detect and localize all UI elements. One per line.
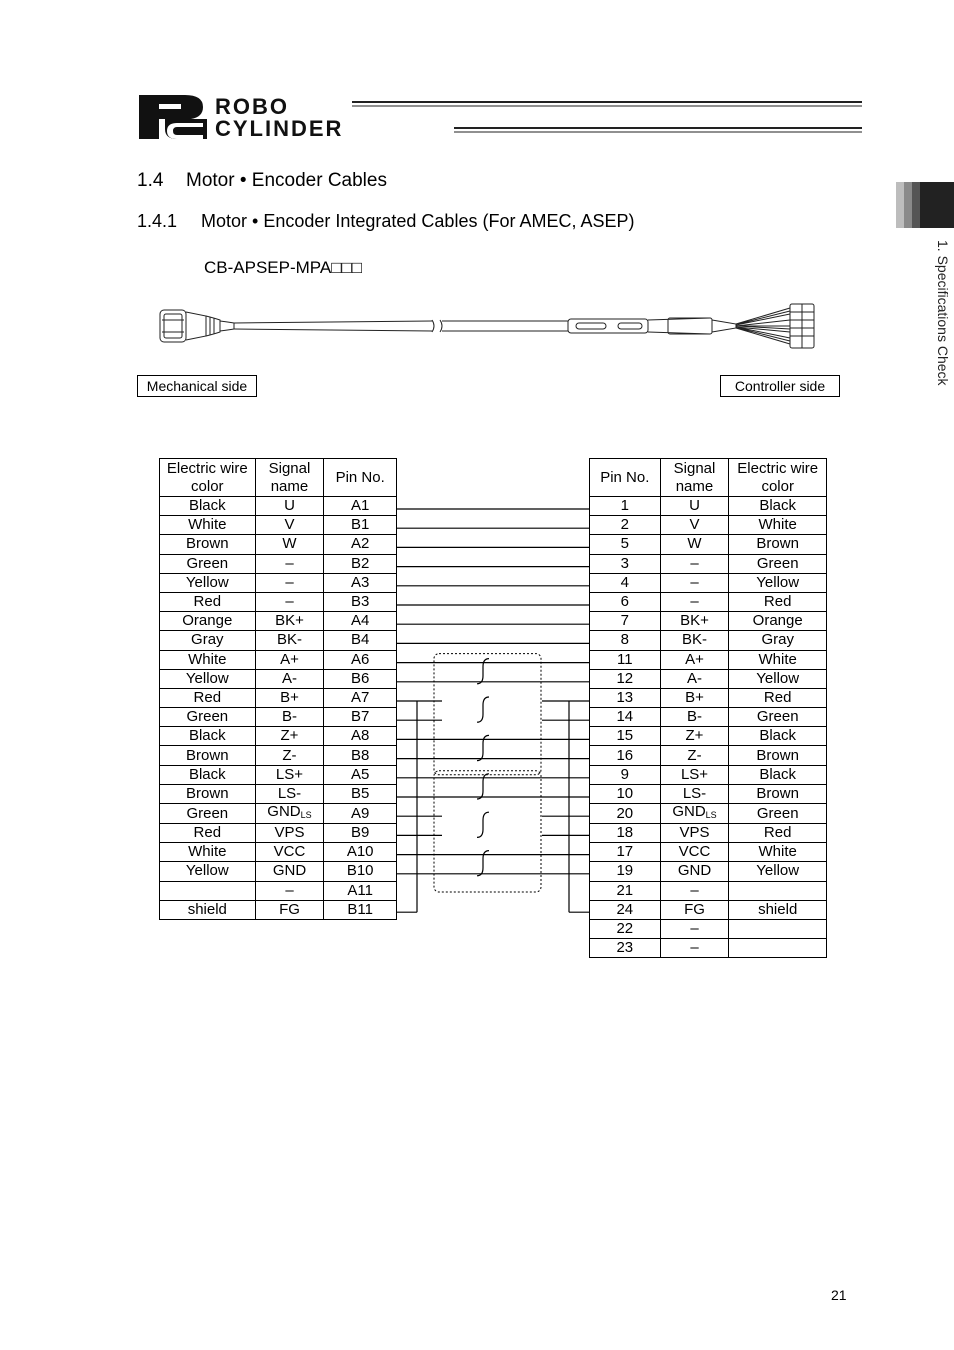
table-row xyxy=(590,708,827,727)
table-cell: Brown xyxy=(160,746,256,765)
table-row xyxy=(590,592,827,611)
table-cell: LS+ xyxy=(660,765,729,784)
table-row xyxy=(590,804,827,824)
section-number: 1.4 xyxy=(137,170,164,191)
table-cell: – xyxy=(660,554,729,573)
table-cell: Yellow xyxy=(160,573,256,592)
table-cell: B4 xyxy=(324,631,397,650)
table-cell: 9 xyxy=(590,765,661,784)
table-cell: B5 xyxy=(324,784,397,803)
table-row xyxy=(590,824,827,843)
table-cell: VPS xyxy=(255,824,324,843)
table-cell: 3 xyxy=(590,554,661,573)
table-cell: V xyxy=(255,516,324,535)
table-row xyxy=(590,784,827,803)
table-row xyxy=(590,535,827,554)
table-cell: BK- xyxy=(660,631,729,650)
table-cell: BK+ xyxy=(255,612,324,631)
table-row xyxy=(160,746,397,765)
column-header: Electric wire color xyxy=(729,459,827,497)
table-row xyxy=(160,900,397,919)
table-cell: A1 xyxy=(324,497,397,516)
table-header-row xyxy=(160,459,397,497)
table-cell: 2 xyxy=(590,516,661,535)
twisted-pair-symbol xyxy=(477,697,489,722)
table-cell: GND xyxy=(660,862,729,881)
table-row xyxy=(590,688,827,707)
page-number: 21 xyxy=(831,1287,847,1303)
table-cell: B+ xyxy=(660,688,729,707)
table-row xyxy=(160,669,397,688)
table-cell: – xyxy=(255,881,324,900)
table-cell: LS+ xyxy=(255,765,324,784)
table-row xyxy=(160,497,397,516)
table-cell: A6 xyxy=(324,650,397,669)
subsection-heading xyxy=(137,211,635,232)
table-row xyxy=(590,881,827,900)
table-cell: A7 xyxy=(324,688,397,707)
table-row xyxy=(160,784,397,803)
table-cell: Z- xyxy=(660,746,729,765)
table-row xyxy=(160,862,397,881)
table-row xyxy=(160,631,397,650)
cable-illustration xyxy=(150,298,820,360)
column-header: Signal name xyxy=(660,459,729,497)
table-cell: shield xyxy=(729,900,827,919)
table-cell: – xyxy=(255,573,324,592)
chapter-tab xyxy=(896,182,954,228)
table-cell: BK- xyxy=(255,631,324,650)
rc-logo-mark xyxy=(137,93,212,143)
table-row xyxy=(590,497,827,516)
table-row xyxy=(160,824,397,843)
table-row xyxy=(160,708,397,727)
table-row xyxy=(160,881,397,900)
table-cell: Red xyxy=(729,592,827,611)
table-row xyxy=(590,843,827,862)
table-cell xyxy=(729,939,827,958)
table-cell: Red xyxy=(160,824,256,843)
table-cell: Gray xyxy=(160,631,256,650)
table-row xyxy=(590,669,827,688)
table-cell: W xyxy=(255,535,324,554)
table-row xyxy=(160,688,397,707)
table-cell: 15 xyxy=(590,727,661,746)
table-cell: 21 xyxy=(590,881,661,900)
table-cell: B1 xyxy=(324,516,397,535)
table-cell: B- xyxy=(255,708,324,727)
table-row xyxy=(160,727,397,746)
table-row xyxy=(590,746,827,765)
table-cell: White xyxy=(729,843,827,862)
table-cell xyxy=(160,881,256,900)
table-cell: – xyxy=(660,881,729,900)
table-cell: 7 xyxy=(590,612,661,631)
table-row xyxy=(160,516,397,535)
column-header: Signal name xyxy=(255,459,324,497)
logo-text-robo: ROBO xyxy=(215,94,289,119)
table-cell: $GND_{LS}$ xyxy=(255,804,324,824)
subsection-title: Motor • Encoder Integrated Cables (For AMEC, ASEP) xyxy=(201,211,635,231)
table-cell: Z+ xyxy=(660,727,729,746)
column-header: Electric wire color xyxy=(160,459,256,497)
table-row xyxy=(590,939,827,958)
table-cell: Yellow xyxy=(729,573,827,592)
table-cell: Brown xyxy=(729,784,827,803)
table-cell: W xyxy=(660,535,729,554)
table-row xyxy=(590,900,827,919)
table-cell: B11 xyxy=(324,900,397,919)
table-cell: Yellow xyxy=(160,862,256,881)
table-cell: 8 xyxy=(590,631,661,650)
table-cell: Black xyxy=(160,765,256,784)
table-cell: Red xyxy=(729,688,827,707)
table-cell: 20 xyxy=(590,804,661,824)
column-header: Pin No. xyxy=(590,459,661,497)
table-cell: – xyxy=(660,919,729,938)
table-cell: Yellow xyxy=(729,669,827,688)
table-cell: Green xyxy=(160,804,256,824)
table-cell: VCC xyxy=(660,843,729,862)
table-cell: Brown xyxy=(160,784,256,803)
table-cell: Green xyxy=(729,554,827,573)
table-cell: B7 xyxy=(324,708,397,727)
table-cell: B6 xyxy=(324,669,397,688)
table-cell: Yellow xyxy=(160,669,256,688)
table-row xyxy=(590,573,827,592)
table-cell: Green xyxy=(729,708,827,727)
table-cell: Z+ xyxy=(255,727,324,746)
table-cell: Green xyxy=(160,554,256,573)
table-cell: White xyxy=(160,843,256,862)
table-cell: A2 xyxy=(324,535,397,554)
chapter-tab-label: 1. Specifications Check xyxy=(935,240,951,386)
table-cell: A5 xyxy=(324,765,397,784)
table-cell: – xyxy=(660,592,729,611)
table-row xyxy=(160,765,397,784)
controller-side-label: Controller side xyxy=(720,375,840,397)
table-cell: 11 xyxy=(590,650,661,669)
section-heading xyxy=(137,170,387,192)
section-title: Motor • Encoder Cables xyxy=(186,170,387,191)
table-cell: Gray xyxy=(729,631,827,650)
table-cell: A8 xyxy=(324,727,397,746)
table-cell: Red xyxy=(729,824,827,843)
table-cell: B- xyxy=(660,708,729,727)
shield-outline xyxy=(434,654,541,775)
table-row xyxy=(590,765,827,784)
table-cell: 10 xyxy=(590,784,661,803)
table-cell: LS- xyxy=(660,784,729,803)
logo-text-cylinder: CYLINDER xyxy=(215,116,344,141)
table-cell: 22 xyxy=(590,919,661,938)
table-cell: B+ xyxy=(255,688,324,707)
table-row xyxy=(590,650,827,669)
table-cell: Orange xyxy=(160,612,256,631)
subsection-number: 1.4.1 xyxy=(137,211,178,231)
table-cell: – xyxy=(660,939,729,958)
table-cell: Black xyxy=(160,497,256,516)
mechanical-side-label: Mechanical side xyxy=(137,375,257,397)
table-row xyxy=(590,516,827,535)
table-cell: Green xyxy=(729,804,827,824)
table-cell: 17 xyxy=(590,843,661,862)
table-row xyxy=(590,727,827,746)
table-row xyxy=(160,650,397,669)
table-cell: Z- xyxy=(255,746,324,765)
mechanical-pin-table xyxy=(159,458,397,920)
table-cell: 4 xyxy=(590,573,661,592)
twisted-pair-symbol xyxy=(477,812,489,837)
table-cell: A- xyxy=(660,669,729,688)
table-row xyxy=(160,843,397,862)
table-cell: Brown xyxy=(729,535,827,554)
table-row xyxy=(590,862,827,881)
table-cell: $GND_{LS}$ xyxy=(660,804,729,824)
table-row xyxy=(590,631,827,650)
column-header: Pin No. xyxy=(324,459,397,497)
table-cell: Orange xyxy=(729,612,827,631)
table-cell: Black xyxy=(160,727,256,746)
table-cell: – xyxy=(255,554,324,573)
table-cell: U xyxy=(660,497,729,516)
table-cell: B3 xyxy=(324,592,397,611)
table-cell xyxy=(729,919,827,938)
table-cell: – xyxy=(255,592,324,611)
table-cell: 5 xyxy=(590,535,661,554)
table-cell: A9 xyxy=(324,804,397,824)
table-cell: B9 xyxy=(324,824,397,843)
table-cell: White xyxy=(160,650,256,669)
table-cell: White xyxy=(729,650,827,669)
table-cell: U xyxy=(255,497,324,516)
table-cell: Black xyxy=(729,727,827,746)
table-cell: Brown xyxy=(729,746,827,765)
table-row xyxy=(160,612,397,631)
table-cell: A4 xyxy=(324,612,397,631)
cable-model-number: CB-APSEP-MPA□□□ xyxy=(204,258,363,277)
table-cell: 23 xyxy=(590,939,661,958)
table-cell: FG xyxy=(660,900,729,919)
table-cell: A+ xyxy=(660,650,729,669)
header-rule xyxy=(350,99,864,137)
table-cell: LS- xyxy=(255,784,324,803)
table-cell: White xyxy=(729,516,827,535)
wiring-diagram xyxy=(397,496,589,926)
table-header-row xyxy=(590,459,827,497)
table-cell: V xyxy=(660,516,729,535)
table-cell: shield xyxy=(160,900,256,919)
table-cell: B10 xyxy=(324,862,397,881)
table-cell: 6 xyxy=(590,592,661,611)
table-cell: 1 xyxy=(590,497,661,516)
table-cell: Green xyxy=(160,708,256,727)
table-cell: 14 xyxy=(590,708,661,727)
table-cell: 13 xyxy=(590,688,661,707)
controller-pin-table xyxy=(589,458,827,958)
table-row xyxy=(590,612,827,631)
table-cell: Brown xyxy=(160,535,256,554)
table-cell: B8 xyxy=(324,746,397,765)
table-cell: A+ xyxy=(255,650,324,669)
table-row xyxy=(160,804,397,824)
table-row xyxy=(160,554,397,573)
table-row xyxy=(590,554,827,573)
table-cell: 19 xyxy=(590,862,661,881)
table-cell: Black xyxy=(729,765,827,784)
table-row xyxy=(160,535,397,554)
table-cell: White xyxy=(160,516,256,535)
table-cell: A- xyxy=(255,669,324,688)
table-cell: VPS xyxy=(660,824,729,843)
table-cell: BK+ xyxy=(660,612,729,631)
table-row xyxy=(160,592,397,611)
table-cell: – xyxy=(660,573,729,592)
table-cell: FG xyxy=(255,900,324,919)
table-cell: VCC xyxy=(255,843,324,862)
table-cell: Red xyxy=(160,688,256,707)
table-cell: GND xyxy=(255,862,324,881)
table-cell: A11 xyxy=(324,881,397,900)
table-cell: 18 xyxy=(590,824,661,843)
table-row xyxy=(590,919,827,938)
table-cell: Yellow xyxy=(729,862,827,881)
table-cell: 16 xyxy=(590,746,661,765)
table-row xyxy=(160,573,397,592)
table-cell xyxy=(729,881,827,900)
table-cell: A3 xyxy=(324,573,397,592)
table-cell: Black xyxy=(729,497,827,516)
table-cell: Red xyxy=(160,592,256,611)
table-cell: 12 xyxy=(590,669,661,688)
table-cell: A10 xyxy=(324,843,397,862)
table-cell: B2 xyxy=(324,554,397,573)
table-cell: 24 xyxy=(590,900,661,919)
